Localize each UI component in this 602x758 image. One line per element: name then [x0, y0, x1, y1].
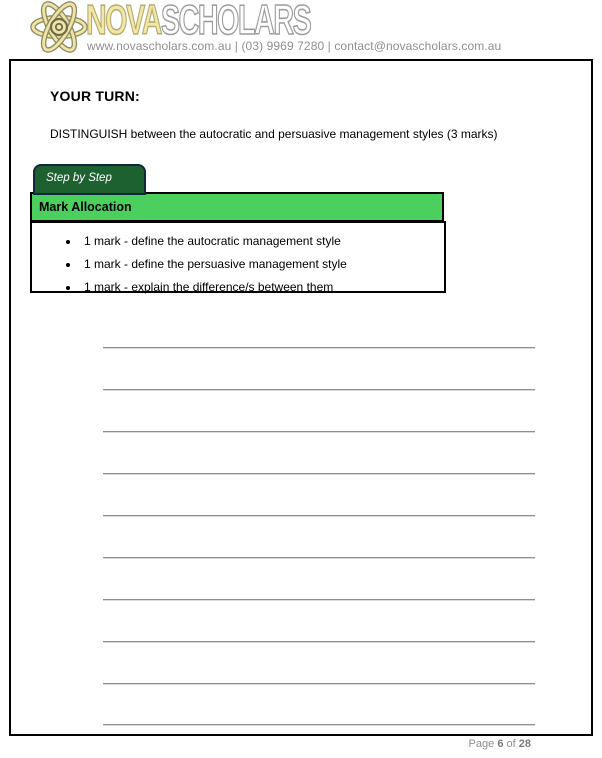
contact-tagline: www.novascholars.com.au | (03) 9969 7280 | contact@novascholars.com.au — [87, 39, 502, 53]
answer-line — [103, 599, 535, 601]
step-by-step-tab — [33, 164, 146, 195]
mark-allocation-header — [30, 192, 444, 222]
footer-of-label: of — [506, 738, 516, 750]
footer-page-total: 28 — [518, 738, 531, 750]
answer-line — [103, 724, 535, 726]
question-text: DISTINGUISH between the autocratic and persuasive management styles (3 marks) — [50, 127, 498, 141]
answer-line — [103, 641, 535, 643]
atom-logo-icon — [30, 1, 88, 53]
footer-page-prefix: Page — [468, 738, 495, 750]
answer-line — [103, 389, 535, 391]
answer-line — [103, 473, 535, 475]
page-footer — [469, 738, 531, 750]
logo-scholars-text: SCHOLARS — [160, 0, 311, 43]
mark-allocation-item: • 1 mark - define the persuasive management style — [80, 253, 444, 276]
section-title: YOUR TURN: — [50, 88, 140, 104]
answer-line — [103, 515, 535, 517]
mark-allocation-list-box — [30, 221, 446, 293]
mark-allocation-title: Mark Allocation — [39, 200, 132, 214]
mark-allocation-item: • 1 mark - define the autocratic management style — [80, 230, 444, 253]
answer-line — [103, 347, 535, 349]
footer-page-number: 6 — [497, 738, 504, 750]
logo-wordmark — [86, 0, 311, 43]
page-header — [0, 0, 602, 58]
answer-line — [103, 431, 535, 433]
answer-line — [103, 683, 535, 685]
logo-nova-text: NOVA — [86, 0, 161, 43]
answer-line — [103, 557, 535, 559]
mark-allocation-list — [32, 230, 444, 299]
content-border-box — [9, 59, 593, 736]
step-by-step-tab-label: Step by Step — [46, 172, 112, 184]
mark-allocation-item: • 1 mark - explain the difference/s between them — [80, 276, 444, 299]
